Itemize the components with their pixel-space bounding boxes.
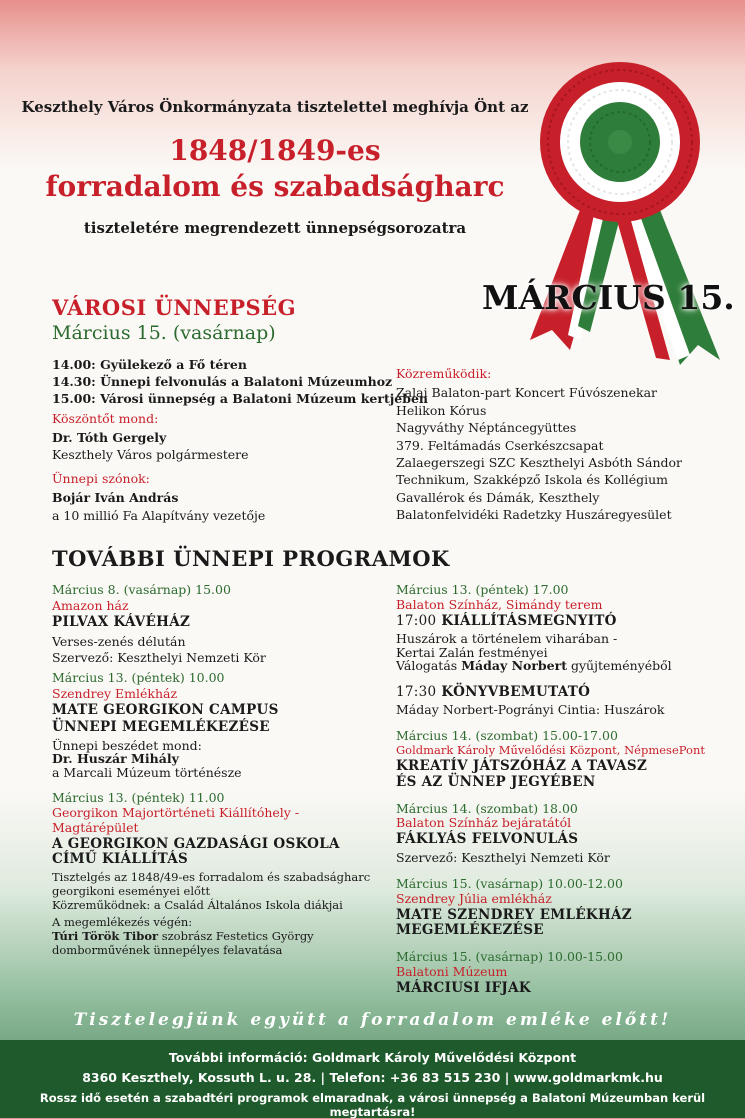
event-text-post: gyűjteményéből xyxy=(566,658,672,673)
event-text: Szervező: Keszthelyi Nemzeti Kör xyxy=(52,650,266,665)
event-text: Szervező: Keszthelyi Nemzeti Kör xyxy=(396,850,610,865)
event-text: domborművének ünnepélyes felavatása xyxy=(52,943,283,957)
event-date: Március 13. (péntek) 10.00 xyxy=(52,670,225,685)
event-text: Közreműködnek: a Család Általános Iskola diákjai xyxy=(52,898,343,912)
section-title-programs: TOVÁBBI ÜNNEPI PROGRAMOK xyxy=(52,546,450,571)
event-place: Goldmark Károly Művelődési Központ, NépmesePont xyxy=(396,743,705,757)
greeting-role: Keszthely Város polgármestere xyxy=(52,447,249,462)
event-title: ÜNNEPI MEGEMLÉKEZÉSE xyxy=(52,719,270,735)
event-place: Szendrey Júlia emlékház xyxy=(396,891,552,906)
event-text: Dr. Huszár Mihály xyxy=(52,751,179,766)
event-title-year: 1848/1849-es xyxy=(169,134,381,167)
participant: Zalai Balaton-part Koncert Fúvószenekar xyxy=(396,385,658,400)
event-text xyxy=(396,658,672,673)
event-place: Balaton Színház bejáratától xyxy=(396,815,572,830)
greeting-label: Köszöntőt mond: xyxy=(52,411,159,426)
participant: Gavallérok és Dámák, Keszthely xyxy=(396,490,600,505)
event-place: Balatoni Múzeum xyxy=(396,964,508,979)
participant: Zalaegerszegi SZC Keszthelyi Asbóth Sándor xyxy=(396,455,683,470)
event-title: MATE SZENDREY EMLÉKHÁZ xyxy=(396,907,632,923)
event-place: Georgikon Majortörténeti Kiállítóhely - xyxy=(52,805,300,820)
schedule-item: 14.30: Ünnepi felvonulás a Balatoni Múzeumhoz xyxy=(52,374,393,389)
event-date: Március 13. (péntek) 11.00 xyxy=(52,790,225,805)
event-text: A megemlékezés végén: xyxy=(52,915,193,929)
footer-weather-note: Rossz idő esetén a szabadtéri programok elmaradnak, a városi ünnepség a Balatoni Múzeumban kerül megtartásra! xyxy=(39,1091,706,1119)
event-title-text: KIÁLLÍTÁSMEGNYITÓ xyxy=(441,613,617,629)
event-time: 17:30 xyxy=(396,684,437,700)
participant: Nagyváthy Néptáncegyüttes xyxy=(396,420,577,435)
footer-contact: 8360 Keszthely, Kossuth L. u. 28. | Telefon: +36 83 515 230 | www.goldmarkmk.hu xyxy=(82,1070,663,1085)
event-text: Tisztelgés az 1848/49-es forradalom és szabadságharc xyxy=(52,870,371,884)
event-title: MEGEMLÉKEZÉSE xyxy=(396,922,544,938)
event-date: Március 15. (vasárnap) 10.00-12.00 xyxy=(396,876,623,891)
schedule-item: 14.00: Gyülekező a Fő téren xyxy=(52,357,247,372)
greeting-name: Dr. Tóth Gergely xyxy=(52,430,167,445)
event-date: Március 13. (péntek) 17.00 xyxy=(396,582,569,597)
event-title: KREATÍV JÁTSZÓHÁZ A TAVASZ xyxy=(396,758,648,774)
varosi-date: Március 15. (vasárnap) xyxy=(52,322,276,344)
event-date: Március 14. (szombat) 15.00-17.00 xyxy=(396,728,618,743)
sculptor-name: Túri Török Tibor xyxy=(52,929,159,943)
event-date: Március 15. (vasárnap) 10.00-15.00 xyxy=(396,949,623,964)
slogan: Tisztelegjünk együtt a forradalom emléke előtt! xyxy=(73,1010,672,1030)
event-place: Balaton Színház, Simándy terem xyxy=(396,597,603,612)
event-title: CÍMŰ KIÁLLÍTÁS xyxy=(52,851,189,867)
footer xyxy=(0,1040,745,1118)
participant: Technikum, Szakképző Iskola és Kollégium xyxy=(396,472,669,487)
event-text: georgikoni eseményei előtt xyxy=(52,884,211,898)
cockade-icon xyxy=(510,60,730,390)
event-title xyxy=(396,684,590,700)
event-text: Huszárok a történelem viharában - xyxy=(396,631,618,646)
event-place: Szendrey Emlékház xyxy=(52,686,178,701)
event-text: a Marcali Múzeum történésze xyxy=(52,765,242,780)
participant: Balatonfelvidéki Radetzky Huszáregyesület xyxy=(396,507,672,522)
event-title: ÉS AZ ÜNNEP JEGYÉBEN xyxy=(396,774,596,790)
event-subtitle: tiszteletére megrendezett ünnepségsorozatra xyxy=(83,219,467,237)
event-title: forradalom és szabadságharc xyxy=(45,170,505,203)
date-headline: MÁRCIUS 15. xyxy=(482,278,735,317)
schedule-item: 15.00: Városi ünnepség a Balatoni Múzeum kertjében xyxy=(52,391,428,406)
participant: 379. Feltámadás Cserkészcsapat xyxy=(396,438,604,453)
event-title: MATE GEORGIKON CAMPUS xyxy=(52,702,279,718)
event-date: Március 14. (szombat) 18.00 xyxy=(396,801,578,816)
participant: Helikon Kórus xyxy=(396,403,487,418)
event-title: FÁKLYÁS FELVONULÁS xyxy=(396,831,579,847)
section-title-varosi: VÁROSI ÜNNEPSÉG xyxy=(52,295,297,320)
event-text: Kertai Zalán festményei xyxy=(396,645,548,660)
event-title xyxy=(396,613,617,629)
event-text: Verses-zenés délután xyxy=(52,634,186,649)
event-time: 17:00 xyxy=(396,613,437,629)
event-text-pre: Válogatás xyxy=(396,658,462,673)
speech-role: a 10 millió Fa Alapítvány vezetője xyxy=(52,508,266,523)
collector-name: Máday Norbert xyxy=(461,658,567,673)
invitation-line: Keszthely Város Önkormányzata tisztelettel meghívja Önt az xyxy=(21,98,529,116)
footer-info: További információ: Goldmark Károly Művelődési Központ xyxy=(168,1050,577,1065)
speech-label: Ünnepi szónok: xyxy=(52,471,150,486)
event-text: Máday Norbert-Pogrányi Cintia: Huszárok xyxy=(396,702,665,717)
event-text: Ünnepi beszédet mond: xyxy=(52,738,202,753)
event-text-rest: szobrász Festetics György xyxy=(158,929,314,943)
event-title: MÁRCIUSI IFJAK xyxy=(396,980,531,996)
event-place: Amazon ház xyxy=(52,598,129,613)
event-date: Március 8. (vasárnap) 15.00 xyxy=(52,582,231,597)
event-title: PILVAX KÁVÉHÁZ xyxy=(52,614,191,630)
event-text xyxy=(52,929,314,943)
event-title: A GEORGIKON GAZDASÁGI OSKOLA xyxy=(52,836,340,852)
event-place: Magtárépület xyxy=(52,820,139,835)
participants-label: Közreműködik: xyxy=(396,366,492,381)
event-title-text: KÖNYVBEMUTATÓ xyxy=(441,684,591,700)
speech-name: Bojár Iván András xyxy=(52,490,179,505)
